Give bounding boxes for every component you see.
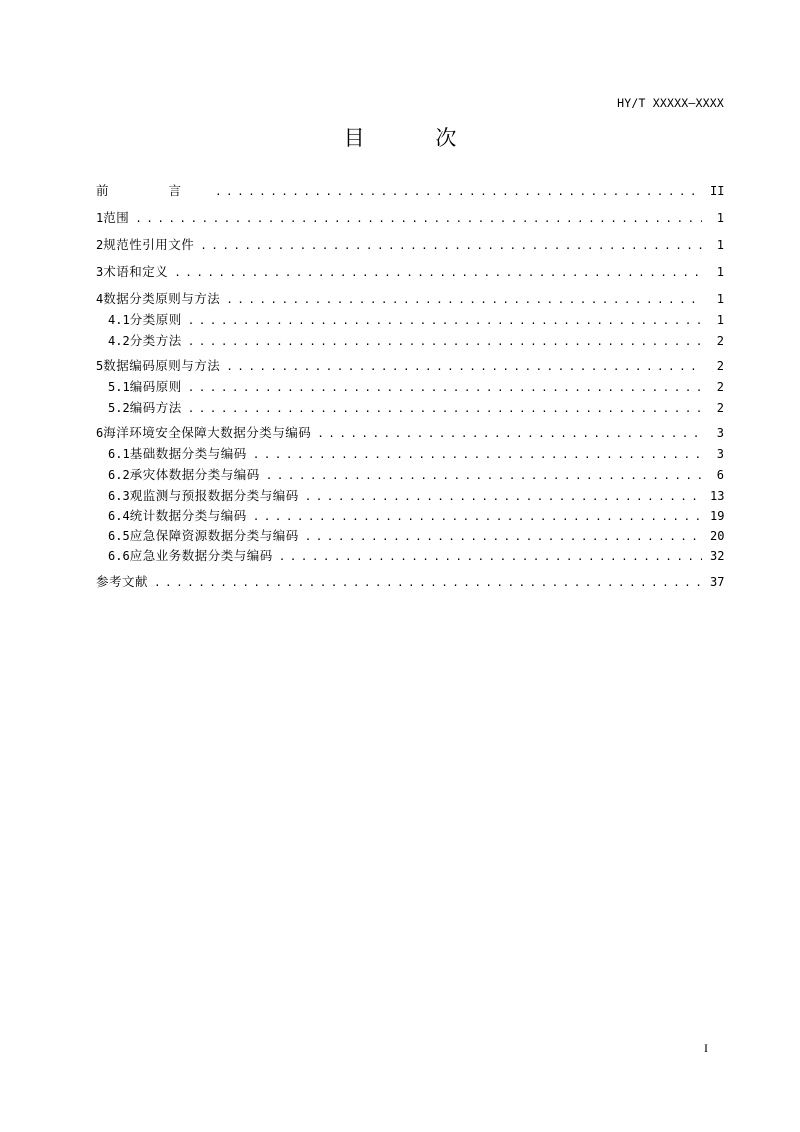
toc-entry-number: 6.5 <box>108 529 130 543</box>
toc-entry-number: 5 <box>96 359 104 373</box>
toc-entry-page: 1 <box>716 211 724 225</box>
toc-entry-label: 编码原则 <box>129 379 182 394</box>
toc-entry-page: 2 <box>716 359 724 373</box>
toc-entry-page: 1 <box>716 265 724 279</box>
toc-entry-page: 2 <box>716 334 724 348</box>
toc-entry-page: II <box>710 184 725 198</box>
toc-leader-dots <box>174 265 702 281</box>
toc-entry-number: 5.2 <box>108 401 130 415</box>
toc-entry-page: 13 <box>710 489 725 503</box>
toc-entry-page: 2 <box>716 401 724 415</box>
toc-entry-page: 1 <box>716 313 724 327</box>
toc-leader-dots <box>188 380 702 396</box>
toc-entry-label: 海洋环境安全保障大数据分类与编码 <box>103 425 312 440</box>
toc-entry-number: 1 <box>96 211 104 225</box>
toc-entry-label: 编码方法 <box>129 400 182 415</box>
page-title: 目 次 <box>343 126 489 150</box>
toc-leader-dots <box>305 529 702 545</box>
toc-entry[interactable] <box>108 467 724 483</box>
toc-entry[interactable] <box>96 358 724 374</box>
toc-entry[interactable] <box>108 312 724 328</box>
toc-entry-number: 6.2 <box>108 468 130 482</box>
toc-entry-label: 承灾体数据分类与编码 <box>129 467 260 482</box>
toc-entry-page: 20 <box>710 529 725 543</box>
toc-entry[interactable] <box>96 183 724 199</box>
toc-leader-dots <box>200 238 702 254</box>
toc-entry[interactable] <box>96 210 724 226</box>
toc-leader-dots <box>188 334 702 350</box>
toc-entry[interactable] <box>108 508 724 524</box>
toc-leader-dots <box>266 468 702 484</box>
toc-entry-page: 2 <box>716 380 724 394</box>
toc-entry-label: 规范性引用文件 <box>103 237 195 252</box>
toc-entry-label: 术语和定义 <box>103 264 169 279</box>
toc-entry-number: 6.4 <box>108 509 130 523</box>
toc-leader-dots <box>253 509 702 525</box>
toc-leader-dots <box>226 359 702 375</box>
toc-entry-number: 4.1 <box>108 313 130 327</box>
toc-entry-label: 分类方法 <box>129 333 182 348</box>
toc-entry-label: 分类原则 <box>129 312 182 327</box>
toc-entry-label: 应急业务数据分类与编码 <box>129 548 273 563</box>
toc-entry[interactable] <box>96 425 724 441</box>
toc-entry[interactable] <box>108 446 724 462</box>
toc-entry-page: 19 <box>710 509 725 523</box>
toc-entry-label: 数据分类原则与方法 <box>103 291 221 306</box>
toc-entry[interactable] <box>108 379 724 395</box>
toc-entry[interactable] <box>96 574 724 590</box>
toc-entry-number: 3 <box>96 265 104 279</box>
toc-leader-dots <box>188 401 702 417</box>
toc-entry-page: 32 <box>710 549 725 563</box>
toc-entry[interactable] <box>108 333 724 349</box>
toc-entry-label: 基础数据分类与编码 <box>129 446 247 461</box>
toc-entry-number: 6.6 <box>108 549 130 563</box>
toc-entry[interactable] <box>108 548 724 564</box>
document-code: HY/T XXXXX—XXXX <box>617 96 724 110</box>
toc-entry[interactable] <box>108 488 724 504</box>
toc-entry-label: 应急保障资源数据分类与编码 <box>129 528 299 543</box>
toc-entry-number: 5.1 <box>108 380 130 394</box>
toc-entry-page: 3 <box>716 447 724 461</box>
toc-entry-page: 37 <box>710 575 725 589</box>
page-number: I <box>704 1041 708 1055</box>
toc-entry-label: 统计数据分类与编码 <box>129 508 247 523</box>
toc-entry-number: 6 <box>96 426 104 440</box>
toc-entry-number: 6.3 <box>108 489 130 503</box>
toc-entry[interactable] <box>108 528 724 544</box>
toc-entry-label: 数据编码原则与方法 <box>103 358 221 373</box>
toc-entry-page: 6 <box>716 468 724 482</box>
toc-entry-number: 6.1 <box>108 447 130 461</box>
toc-leader-dots <box>253 447 702 463</box>
toc-leader-dots <box>317 426 702 442</box>
toc-entry-page: 1 <box>716 292 724 306</box>
toc-entry-number: 4 <box>96 292 104 306</box>
toc-entry[interactable] <box>108 400 724 416</box>
toc-leader-dots <box>215 184 702 200</box>
toc-entry[interactable] <box>96 237 724 253</box>
toc-entry-label: 观监测与预报数据分类与编码 <box>129 488 299 503</box>
toc-leader-dots <box>154 575 702 591</box>
toc-entry-page: 1 <box>716 238 724 252</box>
toc-entry-page: 3 <box>716 426 724 440</box>
toc-leader-dots <box>279 549 702 565</box>
toc-entry-label: 参考文献 <box>96 574 149 589</box>
toc-leader-dots <box>135 211 702 227</box>
toc-leader-dots <box>305 489 702 505</box>
toc-entry-label: 前 言 <box>96 183 209 198</box>
toc-entry-label: 范围 <box>103 210 130 225</box>
toc-leader-dots <box>188 313 702 329</box>
toc-leader-dots <box>226 292 702 308</box>
toc-entry-number: 4.2 <box>108 334 130 348</box>
toc-entry[interactable] <box>96 264 724 280</box>
toc-entry-number: 2 <box>96 238 104 252</box>
toc-entry[interactable] <box>96 291 724 307</box>
